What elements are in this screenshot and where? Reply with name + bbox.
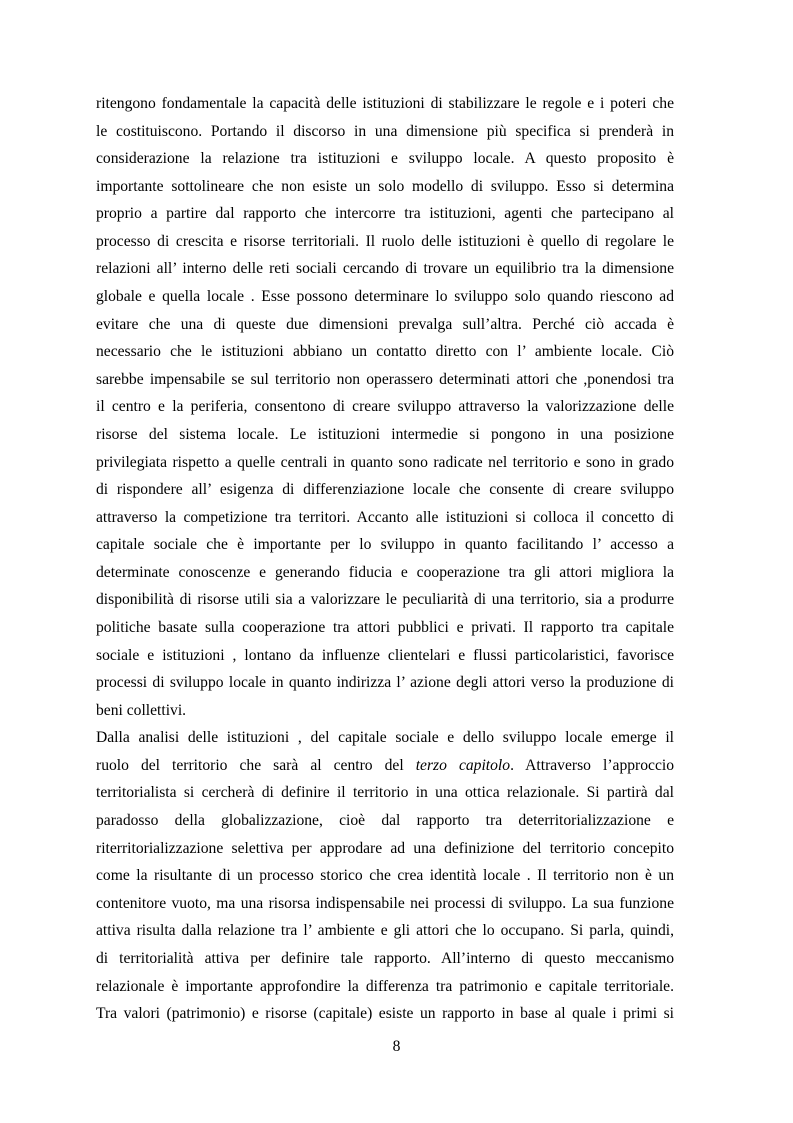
- paragraph-line: beni collettivi.: [96, 701, 187, 719]
- paragraph-line: evitare che una di queste due dimensioni prevalga sull’altra. Perché ciò accada è: [96, 315, 674, 333]
- paragraph-line: di rispondere all’ esigenza di differenziazione locale che consente di creare sviluppo: [96, 481, 674, 499]
- text-run: ruolo del territorio che sarà al centro del: [96, 756, 416, 774]
- paragraph-line: processi di sviluppo locale in quanto indirizza l’ azione degli attori verso la produzione di: [96, 674, 674, 692]
- paragraph-line: Tra valori (patrimonio) e risorse (capitale) esiste un rapporto in base al quale i primi si: [96, 1005, 674, 1023]
- paragraph-line: Dalla analisi delle istituzioni , del capitale sociale e dello sviluppo locale emerge il: [96, 729, 674, 747]
- paragraph-institutions: [96, 90, 674, 724]
- paragraph-line: come la risultante di un processo storico che crea identità locale . Il territorio non è un: [96, 867, 674, 885]
- paragraph-line: capitale sociale che è importante per lo sviluppo in quanto facilitando l’ accesso a: [96, 536, 674, 554]
- paragraph-line: disponibilità di risorse utili sia a valorizzare le peculiarità di una territorio, sia a produrre: [96, 591, 674, 609]
- paragraph-line: contenitore vuoto, ma una risorsa indispensabile nei processi di sviluppo. La sua funzione: [96, 894, 674, 912]
- paragraph-rest: [96, 779, 674, 1027]
- paragraph-line: di territorialità attiva per definire tale rapporto. All’interno di questo meccanismo: [96, 949, 674, 967]
- paragraph-line: ritengono fondamentale la capacità delle istituzioni di stabilizzare le regole e i poteri che: [96, 95, 674, 112]
- paragraph-line: considerazione la relazione tra istituzioni e sviluppo locale. A questo proposito è: [96, 150, 674, 168]
- paragraph-line: relazioni all’ interno delle reti sociali cercando di trovare un equilibrio tra la dimensione: [96, 260, 674, 278]
- paragraph-line: relazionale è importante approfondire la differenza tra patrimonio e capitale territoriale.: [96, 977, 674, 995]
- italic-chapter-reference: terzo capitolo: [415, 756, 511, 774]
- paragraph-line: determinate conoscenze e generando fiducia e cooperazione tra gli attori migliora la: [96, 563, 674, 581]
- paragraph-line: territorialista si cercherà di definire il territorio in una ottica relazionale. Si partirà dal: [96, 784, 674, 802]
- paragraph-line: risorse del sistema locale. Le istituzioni intermedie si pongono in una posizione: [96, 425, 674, 443]
- page-number: 8: [392, 1038, 401, 1055]
- paragraph-line: proprio a partire dal rapporto che intercorre tra istituzioni, agenti che partecipano al: [96, 205, 674, 223]
- paragraph-line-with-italic: [96, 752, 674, 780]
- paragraph-line: paradosso della globalizzazione, cioè dal rapporto tra deterritorializzazione e: [96, 812, 674, 830]
- paragraph-territory: [96, 724, 674, 1027]
- paragraph-line: importante sottolineare che non esiste un solo modello di sviluppo. Esso si determina: [96, 177, 674, 195]
- paragraph-line: politiche basate sulla cooperazione tra attori pubblici e privati. Il rapporto tra capitale: [96, 618, 674, 636]
- paragraph-line: attiva risulta dalla relazione tra l’ ambiente e gli attori che lo occupano. Si parla, quindi,: [96, 922, 674, 940]
- paragraph-line: sociale e istituzioni , lontano da influenze clientelari e flussi particolaristici, favorisce: [96, 646, 674, 664]
- paragraph-line: attraverso la competizione tra territori. Accanto alle istituzioni si colloca il concetto di: [96, 508, 674, 526]
- paragraph-line: processo di crescita e risorse territoriali. Il ruolo delle istituzioni è quello di regolare le: [96, 232, 674, 250]
- document-page: [96, 90, 674, 1028]
- paragraph-line: sarebbe impensabile se sul territorio non operassero determinati attori che ,ponendosi tra: [96, 370, 674, 388]
- paragraph-line: globale e quella locale . Esse possono determinare lo sviluppo solo quando riescono ad: [96, 288, 674, 306]
- paragraph-line: le costituiscono. Portando il discorso in una dimensione più specifica si prenderà in: [96, 122, 674, 140]
- paragraph-line: necessario che le istituzioni abbiano un contatto diretto con l’ ambiente locale. Ciò: [96, 343, 674, 361]
- paragraph-line: il centro e la periferia, consentono di creare sviluppo attraverso la valorizzazione delle: [96, 398, 674, 416]
- text-run: . Attraverso l’approccio: [510, 756, 674, 774]
- paragraph-line: riterritorializzazione selettiva per approdare ad una definizione del territorio concepito: [96, 839, 674, 857]
- paragraph-line: privilegiata rispetto a quelle centrali in quanto sono radicate nel territorio e sono in grado: [96, 453, 674, 471]
